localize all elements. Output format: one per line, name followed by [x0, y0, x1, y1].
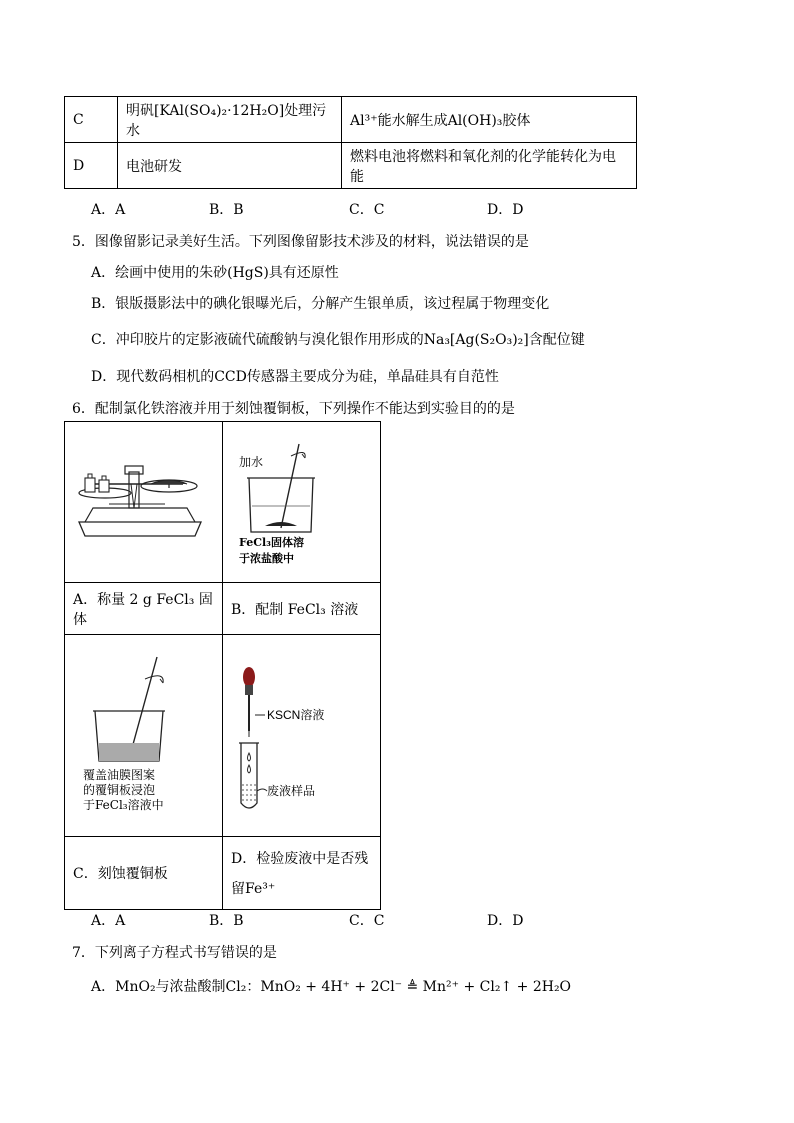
explain-formula: Al(OH)₃: [447, 112, 503, 129]
beaker-dissolve-icon: [223, 422, 372, 578]
row-item: 电池研发: [118, 143, 342, 189]
table-row: [65, 422, 381, 583]
option-formula: Na₃[Ag(S₂O₃)₂]: [423, 332, 529, 348]
row-label: D: [65, 143, 118, 189]
balance-icon: [65, 422, 214, 578]
row-label: C: [65, 97, 118, 143]
balance-image-cell: [65, 422, 223, 583]
etch-image-cell: [65, 635, 223, 837]
option-text: 含配位键: [528, 332, 585, 348]
label-fecl3-1: FeCl₃固体溶: [239, 536, 304, 549]
item-formula: [KAl(SO₄)₂·12H₂O]: [154, 102, 285, 119]
row-explain: [342, 97, 637, 143]
option-line: 留Fe³⁺: [231, 881, 276, 897]
explain-text: 能水解生成: [377, 112, 448, 129]
option-b[interactable]: B．B: [209, 913, 244, 929]
table-row: [65, 583, 381, 635]
option-c[interactable]: C．C: [349, 202, 385, 218]
option-d[interactable]: D．D: [487, 913, 524, 929]
label-fecl3-2: 于浓盐酸中: [239, 552, 294, 565]
label-waste: 废液样品: [267, 784, 316, 798]
q6-stem: 6．配制氯化铁溶液并用于刻蚀覆铜板，下列操作不能达到实验目的的是: [72, 401, 515, 417]
option-equation: MnO₂ + 4H⁺ + 2Cl⁻ ≜ Mn²⁺ + Cl₂↑ + 2H₂O: [260, 979, 572, 995]
option-a[interactable]: A．A: [91, 202, 126, 218]
table-row: [65, 97, 637, 143]
q5-option-c[interactable]: [91, 329, 585, 349]
explain-text: 胶体: [502, 112, 531, 129]
label-kscn: KSCN溶液: [267, 708, 325, 722]
label-etch-3: 于FeCl₃溶液中: [83, 798, 164, 812]
item-text: 处理污水: [126, 102, 327, 139]
q7-stem: 7．下列离子方程式书写错误的是: [72, 945, 277, 961]
label-add-water: 加水: [239, 455, 264, 469]
table-row: [65, 635, 381, 837]
row-explain: 燃料电池将燃料和氧化剂的化学能转化为电能: [342, 143, 637, 189]
q6-option-d[interactable]: [223, 837, 381, 910]
q6-lab-table: [64, 421, 381, 910]
option-line: D．检验废液中是否残: [231, 851, 369, 867]
item-text: 明矾: [126, 102, 154, 119]
option-text: C．冲印胶片的定影液硫代硫酸钠与溴化银作用形成的: [91, 332, 424, 348]
q6-option-a[interactable]: A．称量 2 g FeCl₃ 固体: [65, 583, 223, 635]
explain-ion: Al³⁺: [350, 112, 378, 129]
option-text: A．MnO₂与浓盐酸制Cl₂：: [91, 979, 261, 995]
answer-table-top: [64, 96, 637, 189]
label-etch-2: 的覆铜板浸泡: [83, 783, 156, 797]
dissolve-image-cell: [223, 422, 381, 583]
table-row: [65, 837, 381, 910]
q5-option-d[interactable]: D．现代数码相机的CCD传感器主要成分为硅，单晶硅具有自范性: [91, 369, 499, 385]
option-c[interactable]: C．C: [349, 913, 385, 929]
q6-options: [91, 910, 591, 930]
option-b[interactable]: B．B: [209, 202, 244, 218]
option-d[interactable]: D．D: [487, 202, 524, 218]
dropper-test-tube-icon: [223, 635, 372, 832]
q5-option-b[interactable]: B．银版摄影法中的碘化银曝光后，分解产生银单质，该过程属于物理变化: [91, 296, 550, 312]
option-a[interactable]: A．A: [91, 913, 126, 929]
q5-stem: 5．图像留影记录美好生活。下列图像留影技术涉及的材料，说法错误的是: [72, 234, 529, 250]
label-etch-1: 覆盖油膜图案: [83, 768, 156, 782]
kscn-image-cell: [223, 635, 381, 837]
q5-option-a[interactable]: A．绘画中使用的朱砂(HgS)具有还原性: [91, 265, 339, 281]
q6-option-b[interactable]: B．配制 FeCl₃ 溶液: [223, 583, 381, 635]
q6-option-c[interactable]: C．刻蚀覆铜板: [65, 837, 223, 910]
q7-option-a[interactable]: [91, 976, 571, 996]
q4-options: [91, 199, 591, 219]
table-row: [65, 143, 637, 189]
row-item: [118, 97, 342, 143]
beaker-etch-icon: [65, 635, 214, 832]
